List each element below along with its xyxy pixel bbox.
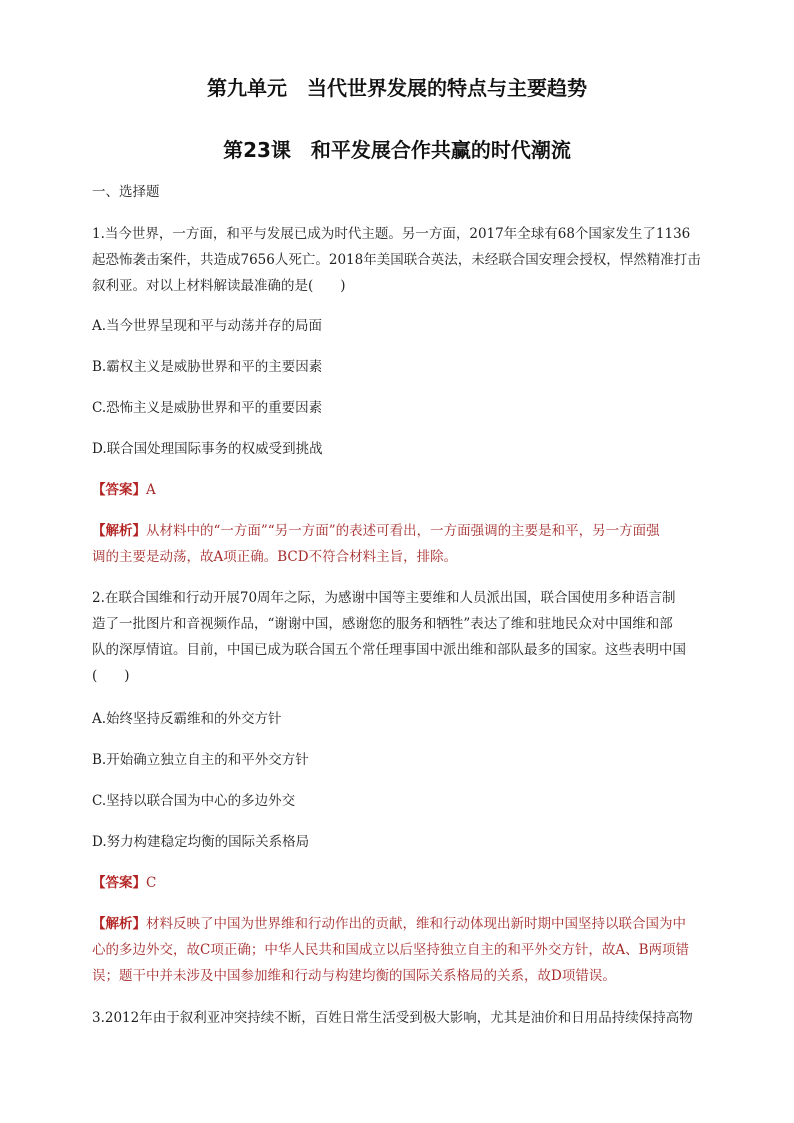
section-heading: 一、选择题 [92, 184, 160, 200]
lesson-title: 第23课 和平发展合作共赢的时代潮流 [223, 138, 571, 162]
q2-analysis-line: 误；题干中并未涉及中国参加维和行动与构建均衡的国际关系格局的关系，故D项错误。 [92, 968, 616, 984]
q2-stem-line: ( ) [92, 668, 130, 684]
analysis-text: 从材料中的“一方面”“另一方面”的表述可看出，一方面强调的主要是和平，另一方面强 [146, 523, 660, 539]
q1-option-c: C.恐怖主义是威胁世界和平的重要因素 [92, 400, 323, 416]
q2-option-d: D.努力构建稳定均衡的国际关系格局 [92, 834, 310, 850]
q1-analysis-line [92, 521, 712, 541]
q1-option-b: B.霸权主义是威胁世界和平的主要因素 [92, 359, 323, 375]
q3-stem-line: 3.2012年由于叙利亚冲突持续不断，百姓日常生活受到极大影响，尤其是油价和日用品持续保持高物 [92, 1010, 693, 1026]
analysis-tag: 【解析】 [92, 523, 146, 539]
answer-value: A [146, 482, 156, 498]
q2-stem-line: 队的深厚情谊。目前，中国已成为联合国五个常任理事国中派出维和部队最多的国家。这些表明中国 [92, 642, 686, 658]
q2-analysis-line: 心的多边外交，故C项正确；中华人民共和国成立以后坚持独立自主的和平外交方针，故A、B两项错 [92, 942, 689, 958]
q2-answer [92, 873, 712, 893]
q1-stem-line: 起恐怖袭击案件，共造成7656人死亡。2018年美国联合英法，未经联合国安理会授权，悍然精准打击 [92, 252, 701, 268]
q2-analysis-line [92, 914, 712, 934]
q2-stem-line: 造了一批图片和音视频作品，“谢谢中国，感谢您的服务和牺牲”表达了维和驻地民众对中国维和部 [92, 616, 673, 632]
q1-option-d: D.联合国处理国际事务的权威受到挑战 [92, 441, 323, 457]
q2-option-b: B.开始确立独立自主的和平外交方针 [92, 752, 309, 768]
analysis-text: 材料反映了中国为世界维和行动作出的贡献，维和行动体现出新时期中国坚持以联合国为中 [146, 916, 686, 932]
q1-stem-line: 叙利亚。对以上材料解读最准确的是( ) [92, 278, 346, 294]
unit-title: 第九单元 当代世界发展的特点与主要趋势 [207, 76, 587, 100]
answer-value: C [146, 875, 157, 891]
q2-stem-line: 2.在联合国维和行动开展70周年之际，为感谢中国等主要维和人员派出国，联合国使用多种语言制 [92, 590, 676, 606]
q1-answer [92, 480, 712, 500]
q1-option-a: A.当今世界呈现和平与动荡并存的局面 [92, 318, 323, 334]
q2-option-c: C.坚持以联合国为中心的多边外交 [92, 793, 296, 809]
analysis-tag: 【解析】 [92, 916, 146, 932]
q1-stem-line: 1.当今世界，一方面，和平与发展已成为时代主题。另一方面，2017年全球有68个国家发生了1136 [92, 226, 691, 242]
answer-tag: 【答案】 [92, 482, 146, 498]
q2-option-a: A.始终坚持反霸维和的外交方针 [92, 711, 282, 727]
answer-tag: 【答案】 [92, 875, 146, 891]
q1-analysis-line: 调的主要是动荡，故A项正确。BCD不符合材料主旨，排除。 [92, 549, 458, 565]
